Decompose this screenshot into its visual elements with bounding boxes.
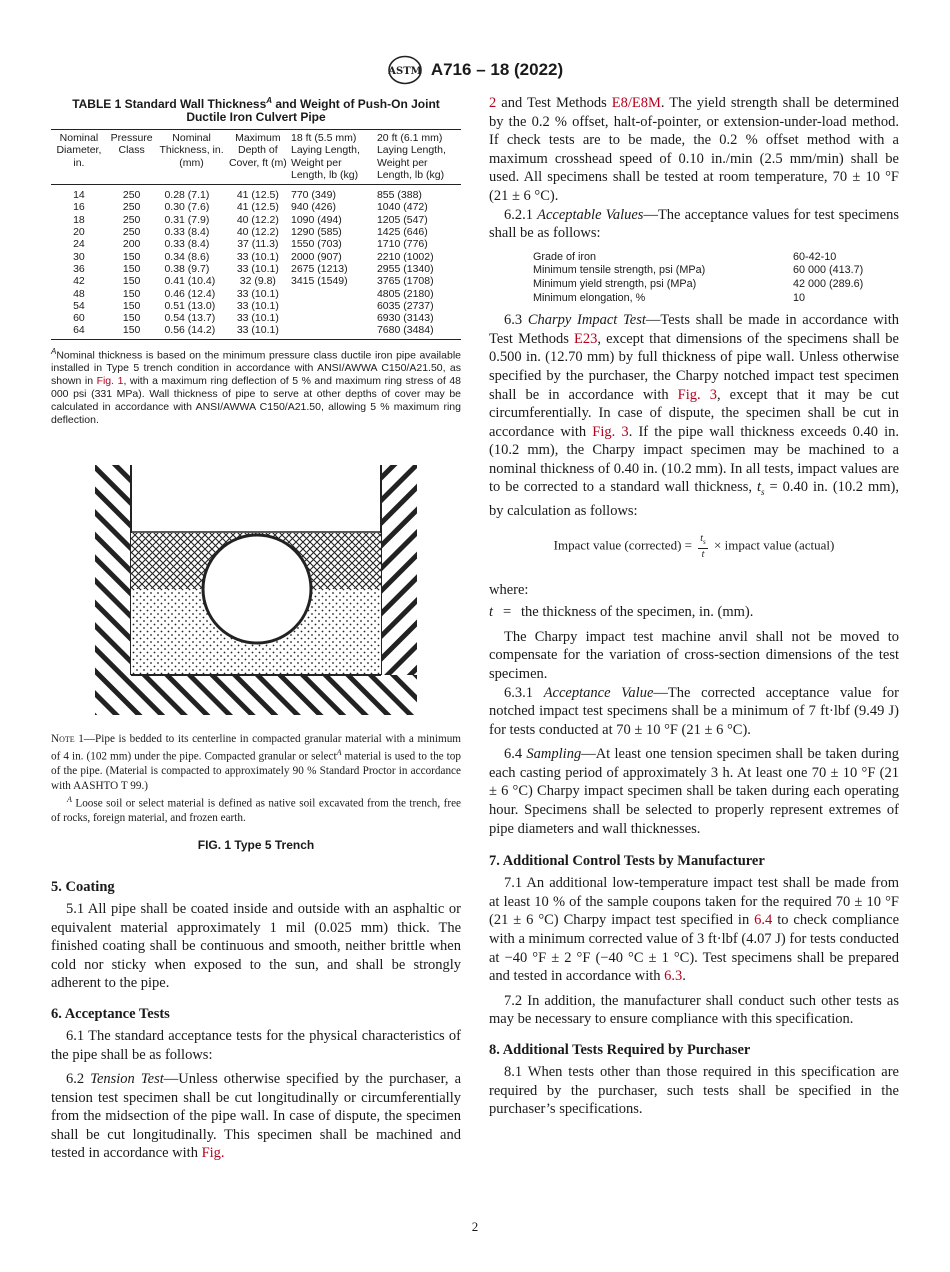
table-cell: 2675 (1213)	[291, 262, 348, 275]
right-column	[489, 94, 899, 1119]
sec63-link[interactable]: 6.3	[664, 968, 683, 985]
para-6-2-cont: 2 and Test Methods E8/E8M. The yield strength shall be determined by the 0.2 % offset, halt-of-pointer, or extension-under-load method. If check tests are to be made, the 0.2 % offset method with a maximum crosshead speed of 0.10 in./min (2.5 mm/min) shall be used. All specimens shall be tested at room temperature, 70 ± 10 °F (21 ± 6 °C).	[489, 95, 899, 204]
table-cell: 1710 (776)	[376, 238, 428, 251]
table-header-cell: Maximum Depth of Cover, ft (m)	[227, 130, 289, 185]
figure-note: Note 1—Pipe is bedded to its centerline in compacted granular material with a minimum of 4 in. (102 mm) under the pipe. Compacted granular or select$^A$ material is used to the top of the pipe. (Material is compacted to approximately 90 % Standard Proctor in accordance with AASHTO T 99.)	[51, 733, 461, 792]
table-cell: 36	[73, 262, 85, 275]
table-cell: 150	[122, 275, 141, 288]
para-6-3: 6.3 Charpy Impact Test—Tests shall be made in accordance with Test Methods E23, except that dimensions of the specimens shall be 0.500 in. (12.70 mm) by full thickness of pipe wall. Unless otherwise specified by the purchaser, the Charpy notched impact test specimen shall be in accordance with Fig. 3, except that it may be cut circumferentially. In case of dispute, the specimen shall be cut in accordance with Fig. 3. If the pipe wall thickness exceeds 0.40 in. (10.2 mm), the Charpy impact specimen may be machined to a nominal thickness of 0.40 in. (10.2 mm). In all tests, impact values are to be corrected to a standard wall thickness, $t_s = 0.40$ in. (10.2 mm), by calculation as follows:	[489, 312, 900, 519]
wall-thickness-table	[51, 129, 461, 340]
table-row	[51, 324, 461, 339]
table-cell	[289, 312, 375, 324]
table-cell: 250	[122, 201, 141, 214]
table-cell: 41 (12.5)	[236, 189, 279, 202]
table-cell: 14	[73, 189, 85, 202]
table-cell: 150	[122, 299, 141, 312]
fig1-link[interactable]: Fig. 1	[96, 375, 124, 388]
figure-footnote: $^A$ Loose soil or select material is defined as native soil excavated from the trench, free of rocks, foreign material, and frozen earth.	[51, 794, 461, 824]
para-6-2-1: 6.2.1 Acceptable Values—The acceptance values for test specimens shall be as follows:	[489, 206, 900, 242]
value-label: Minimum yield strength, psi (MPa)	[533, 277, 697, 290]
page-header	[0, 55, 950, 85]
table-row	[51, 263, 461, 275]
table-cell: 0.46 (12.4)	[164, 287, 216, 300]
table-row	[51, 288, 461, 300]
table-cell: 64	[51, 324, 107, 339]
table-cell: 940 (426)	[291, 201, 336, 214]
fig2-link[interactable]: Fig.	[201, 1145, 225, 1162]
trench-figure	[51, 465, 461, 723]
logo-text: ASTM	[388, 66, 422, 77]
fig3-link-2[interactable]: Fig. 3	[592, 423, 629, 440]
value-row	[533, 264, 863, 278]
sec64-link[interactable]: 6.4	[754, 912, 773, 929]
table-cell: 150	[122, 287, 141, 300]
table-row	[51, 251, 461, 263]
value-row	[533, 292, 863, 306]
table-cell: 1205 (547)	[376, 213, 428, 226]
acceptance-values-table	[533, 251, 863, 305]
table-cell: 250	[122, 226, 141, 239]
table-cell: 0.41 (10.4)	[164, 275, 216, 288]
e23-link[interactable]: E23	[573, 330, 598, 347]
table-cell: 250	[122, 189, 141, 202]
section5-heading: 5. Coating	[51, 878, 115, 895]
table-header-cell: 18 ft (5.5 mm) Laying Length, Weight per Length, lb (kg)	[289, 130, 375, 185]
figure-caption: FIG. 1 Type 5 Trench	[197, 837, 315, 852]
para-anvil: The Charpy impact test machine anvil shall not be moved to compensate for the variation of cross-section dimensions of the test specimen.	[489, 628, 899, 682]
value-row	[533, 278, 863, 292]
where-definition: t = the thickness of the specimen, in. (mm).	[489, 604, 754, 621]
table-cell: 33 (10.1)	[236, 262, 279, 275]
table-header-cell: Nominal Thickness, in. (mm)	[156, 130, 226, 185]
table-cell: 18	[73, 213, 85, 226]
left-column	[51, 94, 461, 1163]
table1-footnote: $^A$Nominal thickness is based on the minimum pressure class ductile iron pipe available installed in Type 5 trench condition in accordance with ANSI/AWWA C150/A21.50, as shown in Fig. 1, with a maximum ring deflection of 5 % and maximum ring stress of 48 000 psi (331 MPa). Wall thickness of pipe to serve at other depths of cover may be calculated in accordance with ANSI/AWWA C150/A21.50, allowing 5 % maximum ring deflection.	[51, 346, 461, 427]
table-cell: 1290 (585)	[291, 226, 342, 239]
table-row	[51, 226, 461, 238]
table-header-cell: Nominal Diameter, in.	[51, 130, 107, 185]
value-amount: 10	[793, 291, 806, 304]
table-cell: 1040 (472)	[376, 201, 428, 214]
table-cell: 41 (12.5)	[236, 201, 279, 214]
value-amount: 60 000 (413.7)	[793, 264, 864, 277]
table-cell: 42	[73, 275, 85, 288]
table-cell: 33 (10.1)	[236, 250, 279, 263]
table-cell: 2210 (1002)	[376, 250, 434, 263]
table-cell: 855 (388)	[376, 189, 422, 202]
table-cell: 150	[122, 312, 141, 325]
value-label: Minimum elongation, %	[533, 291, 646, 304]
table-cell: 3765 (1708)	[376, 275, 434, 288]
table-cell: 40 (12.2)	[236, 226, 279, 239]
table-cell: 30	[73, 250, 85, 263]
para-6-1: 6.1 The standard acceptance tests for the physical characteristics of the pipe shall be as follows:	[51, 1027, 461, 1063]
table-cell: 1425 (646)	[376, 226, 428, 239]
table-cell: 2955 (1340)	[376, 262, 434, 275]
table-cell: 0.33 (8.4)	[164, 238, 210, 251]
table-cell: 6930 (3143)	[376, 312, 434, 325]
para-6-4: 6.4 Sampling—At least one tension specimen shall be taken during each casting period of approximately 3 h. At least one 70 ± 10 °F (21 ± 6 °C) Charpy impact specimen shall be taken during each operating hour. Specimens shall be selected to properly represent extremes of pipe diameters and wall thicknesses.	[489, 746, 900, 837]
table-cell: 6035 (2737)	[376, 299, 434, 312]
table-cell	[289, 288, 375, 300]
section8-heading: 8. Additional Tests Required by Purchaser	[489, 1042, 751, 1059]
impact-formula: Impact value (corrected) = $\frac{t_s}{t}$ × impact value (actual)	[553, 532, 835, 560]
value-amount: 60-42-10	[793, 250, 837, 263]
table-cell: 48	[73, 287, 85, 300]
table-cell: 150	[107, 324, 157, 339]
para-7-1: 7.1 An additional low-temperature impact test shall be made from at least 10 % of the sample coupons taken for the required 70 ± 10 °F (21 ± 6 °C) Charpy impact test specified in 6.4 to check compliance with a minimum corrected value of 3 ft·lbf (4.07 J) for tests conducted at −40 °F ± 2 °F (−40 °C ± 1 °C). Test specimens shall be prepared and tested in accordance with 6.3.	[489, 875, 900, 985]
table-cell: 3415 (1549)	[291, 275, 348, 288]
table-row	[51, 185, 461, 202]
table1-title: TABLE 1 Standard Wall Thickness$^A$ and Weight of Push-On Joint Ductile Iron Culvert Pipe	[72, 96, 440, 124]
table-cell: 0.31 (7.9)	[164, 213, 210, 226]
table-cell: 250	[122, 213, 141, 226]
table-row	[51, 214, 461, 226]
table-cell	[289, 300, 375, 312]
table-cell: 4805 (2180)	[376, 287, 434, 300]
table-row	[51, 238, 461, 250]
table-cell: 0.54 (13.7)	[164, 312, 216, 325]
formula-fraction: $\frac{t_s}{t}$	[700, 532, 706, 560]
table-cell: 150	[122, 262, 141, 275]
table-row	[51, 275, 461, 287]
native-soil-bottom	[95, 675, 417, 715]
table-cell: 20	[73, 226, 85, 239]
fig2-link-cont[interactable]: 2	[489, 95, 497, 111]
value-amount: 42 000 (289.6)	[793, 277, 864, 290]
table-header-cell: 20 ft (6.1 mm) Laying Length, Weight per Length, lb (kg)	[375, 130, 461, 185]
table-cell: 0.34 (8.6)	[164, 250, 210, 263]
value-row	[533, 251, 863, 265]
table-row	[51, 312, 461, 324]
table-cell: 16	[73, 201, 85, 214]
table-header-cell: Pressure Class	[107, 130, 157, 185]
table-cell: 33 (10.1)	[227, 324, 289, 339]
table-cell: 32 (9.8)	[239, 275, 276, 288]
para-6-3-1: 6.3.1 Acceptance Value—The corrected acceptance value for notched impact test specimens shall be a minimum of 7 ft·lbf (9.49 J) for tests conducted at 70 ± 10 °F (21 ± 6 °C).	[489, 684, 900, 738]
table-cell: 200	[122, 238, 141, 251]
document-title: A716 – 18 (2022)	[430, 60, 564, 79]
page-number: 2	[471, 1219, 479, 1234]
table-cell: 0.51 (13.0)	[164, 299, 216, 312]
table-cell: 33 (10.1)	[236, 312, 279, 325]
table-cell: 770 (349)	[291, 189, 336, 202]
para-7-2: 7.2 In addition, the manufacturer shall conduct such other tests as may be necessary to ensure compliance with this specification.	[489, 992, 899, 1028]
table-cell: 0.33 (8.4)	[164, 226, 210, 239]
fig3-link[interactable]: Fig. 3	[677, 386, 717, 403]
value-label: Minimum tensile strength, psi (MPa)	[533, 264, 706, 277]
table-cell	[289, 324, 375, 339]
e8-link[interactable]: E8/E8M	[611, 95, 661, 111]
table-cell: 0.28 (7.1)	[164, 189, 210, 202]
table-row	[51, 300, 461, 312]
section7-heading: 7. Additional Control Tests by Manufacturer	[489, 853, 765, 870]
table-cell: 24	[73, 238, 85, 251]
where-label: where:	[489, 581, 529, 598]
para-6-2: 6.2 Tension Test—Unless otherwise specified by the purchaser, a tension test specimen shall be cut longitudinally or circumferentially from the midsection of the pipe wall. In case of dispute, the specimen shall be cut longitudinally. This specimen shall be machined and tested in accordance with Fig.	[51, 1071, 462, 1162]
table-cell: 40 (12.2)	[236, 213, 279, 226]
table-row	[51, 201, 461, 213]
table-cell: 54	[73, 299, 85, 312]
table-cell: 37 (11.3)	[237, 238, 279, 251]
para-8-1: 8.1 When tests other than those required in this specification are required by the purchaser, such tests shall be specified in the purchaser’s specifications.	[489, 1064, 899, 1118]
table-cell: 0.38 (9.7)	[164, 262, 210, 275]
table-cell: 2000 (907)	[291, 250, 342, 263]
section6-heading: 6. Acceptance Tests	[51, 1005, 170, 1022]
astm-logo	[387, 55, 423, 85]
table-cell: 0.30 (7.6)	[164, 201, 210, 214]
table-cell: 0.56 (14.2)	[156, 324, 226, 339]
table-cell: 1090 (494)	[291, 213, 342, 226]
table-cell: 60	[73, 312, 85, 325]
table-cell: 33 (10.1)	[236, 287, 279, 300]
pipe	[203, 535, 311, 643]
table-cell: 7680 (3484)	[375, 324, 461, 339]
value-label: Grade of iron	[533, 250, 597, 263]
table-cell: 33 (10.1)	[236, 299, 279, 312]
table-cell: 1550 (703)	[291, 238, 342, 251]
table-cell: 150	[122, 250, 141, 263]
para-5-1: 5.1 All pipe shall be coated inside and outside with an asphaltic or equivalent material approximately 1 mil (0.025 mm) thick. The finished coating shall be continuous and smooth, neither brittle when cold nor sticky when exposed to the sun, and shall be strongly adherent to the pipe.	[51, 900, 461, 992]
